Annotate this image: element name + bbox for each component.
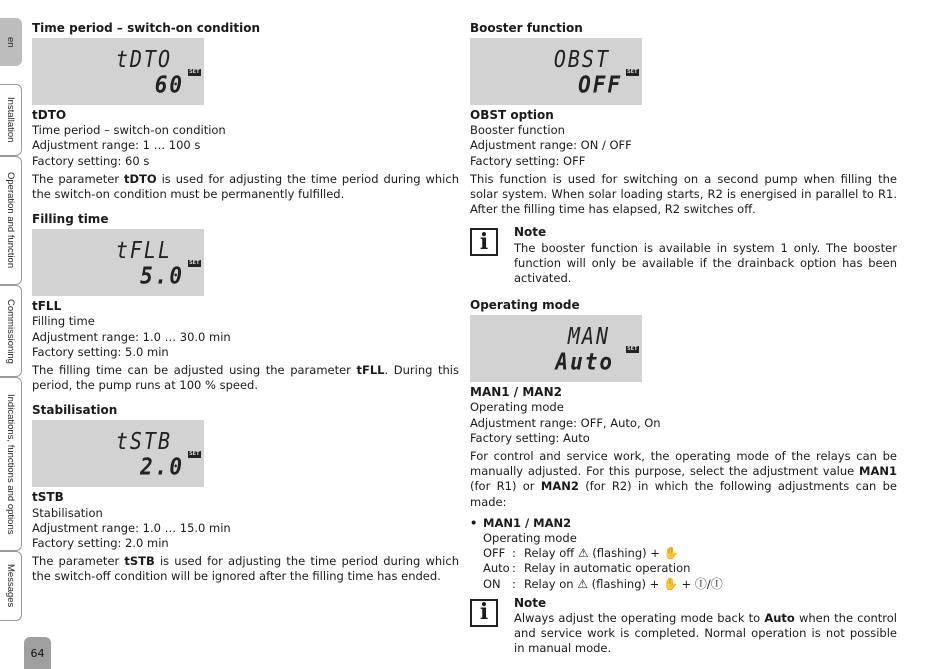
lcd-line-1: tDTO (115, 45, 172, 73)
section-heading-operating-mode: Operating mode (470, 298, 580, 313)
info-icon: i (470, 599, 498, 627)
warning-icon: ⚠ (577, 576, 588, 591)
lcd-display-obst (470, 38, 642, 105)
hand-icon: ✋ (663, 546, 679, 561)
note-title: Note (514, 595, 547, 610)
lcd-line-1: tSTB (115, 427, 172, 456)
lcd-display-tdto (32, 38, 204, 105)
section-heading-switch-on: Time period – switch-on condition (32, 21, 260, 35)
bullet-dot: • (470, 515, 478, 530)
set-badge: SET (189, 69, 200, 75)
bullet-title: MAN1 / MAN2 (483, 515, 572, 530)
tab-en[interactable]: en (0, 18, 22, 66)
lcd-line-1: tFLL (115, 236, 172, 264)
tab-operation-and-function[interactable]: Operation and function (0, 156, 22, 285)
info-icon: i (470, 228, 498, 256)
tab-installation[interactable]: Installation (0, 84, 22, 156)
lcd-line-1: OBST (553, 45, 610, 73)
factory-setting: Factory setting: 5.0 min (32, 344, 169, 359)
section-heading-stabilisation: Stabilisation (32, 403, 118, 418)
note-title: Note (514, 225, 547, 240)
set-badge: SET (189, 451, 200, 458)
adjustment-range: Adjustment range: 1.0 … 15.0 min (32, 520, 231, 535)
param-description: Stabilisation (32, 505, 103, 520)
lcd-display-man (470, 315, 642, 382)
section-description: The filling time can be adjusted using the parameter tFLL. During this period, the pump runs at 100 % speed. (32, 363, 459, 393)
param-name: tFLL (32, 299, 62, 314)
lcd-line-2: 2.0 (140, 454, 184, 481)
lcd-line-1: MAN (567, 322, 610, 350)
left-column (32, 20, 459, 585)
tab-messages[interactable]: Messages (0, 551, 22, 621)
bullet-subtitle: Operating mode (483, 531, 577, 546)
relay-2-icon: Ⓘ (710, 576, 723, 591)
lcd-display-tstb (32, 420, 204, 487)
param-description: Time period – switch-on condition (32, 123, 226, 138)
note-operating-mode (470, 596, 897, 657)
bullet-man-modes (470, 516, 897, 592)
mode-row-on: ON : Relay on ⚠ (flashing) + ✋ + Ⓘ/Ⓘ (483, 576, 723, 591)
section-description: The parameter tDTO is used for adjusting the time period during which the switch-on condition must be permanently fulfilled. (32, 171, 459, 202)
chapter-tabs (0, 0, 24, 669)
note-booster (470, 225, 897, 286)
factory-setting: Factory setting: 60 s (32, 153, 150, 168)
section-description: This function is used for switching on a second pump when filling the solar system. When solar loading starts, R2 is energised in parallel to R1. After the filling time has elapsed, R2 switches off. (470, 171, 897, 217)
adjustment-range: Adjustment range: ON / OFF (470, 138, 632, 153)
warning-icon: ⚠ (577, 546, 589, 561)
hand-icon: ✋ (662, 576, 678, 591)
adjustment-range: Adjustment range: 1.0 … 30.0 min (32, 329, 231, 344)
note-text: Always adjust the operating mode back to Auto when the control and service work is completed. Normal operation is not possible in manual mode. (514, 611, 898, 656)
mode-row-auto: Auto : Relay in automatic operation (483, 561, 691, 576)
section-description: The parameter tSTB is used for adjusting the time period during which the switch-off condition will be ignored after the filling time has ended. (32, 554, 459, 584)
param-description: Operating mode (470, 400, 564, 415)
right-column (470, 20, 897, 657)
section-heading-booster: Booster function (470, 21, 583, 35)
section-heading-filling-time: Filling time (32, 212, 109, 227)
set-badge: SET (189, 260, 200, 267)
factory-setting: Factory setting: 2.0 min (32, 536, 169, 551)
adjustment-range: Adjustment range: 1 … 100 s (32, 138, 201, 153)
note-text: The booster function is available in system 1 only. The booster function will only be available if the drainback option has been activated. (514, 240, 897, 286)
lcd-line-2: OFF (578, 71, 622, 99)
factory-setting: Factory setting: Auto (470, 430, 590, 445)
section-description: For control and service work, the operating mode of the relays can be manually adjusted. For this purpose, select the adjustment value MAN1 (for R1) or MAN2 (for R2) in which the following adjustments can be made: (470, 449, 897, 509)
tab-indications-functions-options[interactable]: Indications, functions and options (0, 377, 22, 551)
relay-1-icon: Ⓘ (694, 576, 707, 591)
param-name: tDTO (32, 108, 67, 122)
lcd-line-2: 60 (154, 71, 184, 99)
param-name: MAN1 / MAN2 (470, 385, 562, 400)
adjustment-range: Adjustment range: OFF, Auto, On (470, 415, 661, 430)
set-badge: SET (627, 69, 638, 75)
mode-row-off: OFF : Relay off ⚠ (flashing) + ✋ (483, 546, 679, 561)
lcd-line-2: Auto (555, 348, 614, 376)
param-name: tSTB (32, 490, 64, 505)
param-description: Booster function (470, 123, 565, 138)
tab-commissioning[interactable]: Commissioning (0, 285, 22, 377)
param-description: Filling time (32, 314, 95, 329)
set-badge: SET (627, 346, 638, 353)
lcd-display-tfll (32, 229, 204, 296)
factory-setting: Factory setting: OFF (470, 153, 586, 168)
param-name: OBST option (470, 108, 554, 122)
page-number: 64 (24, 637, 51, 669)
lcd-line-2: 5.0 (140, 262, 184, 290)
